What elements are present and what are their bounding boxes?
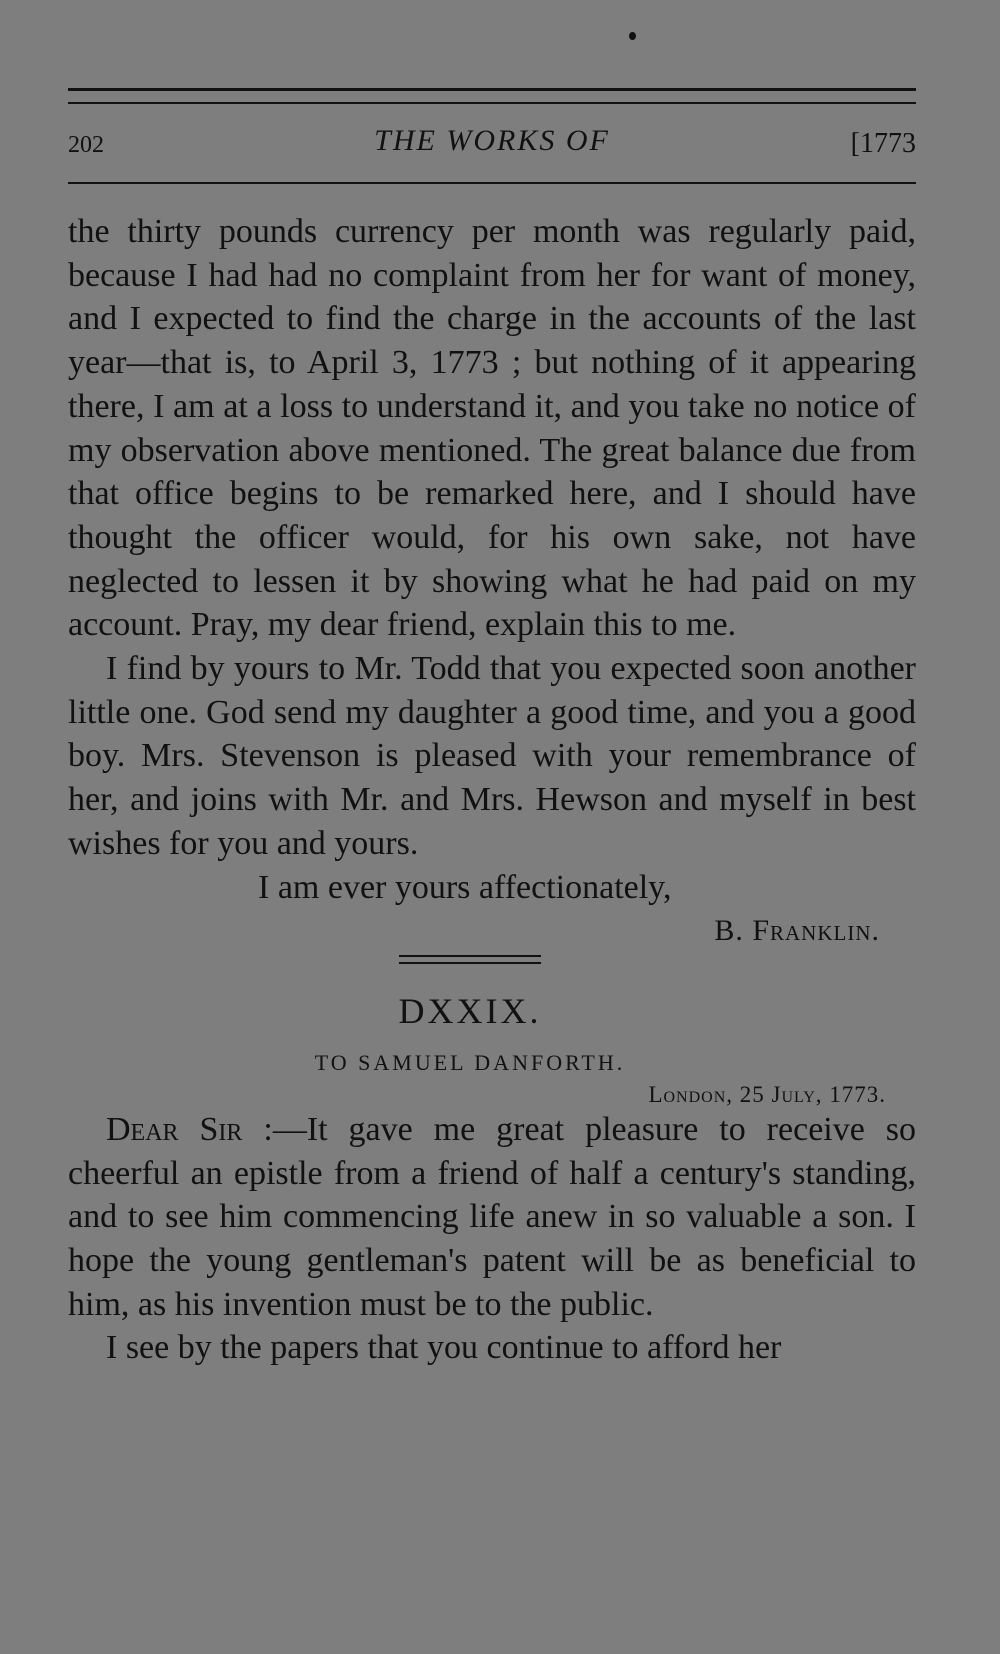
running-title: THE WORKS OF [374, 124, 610, 157]
section-divider [399, 955, 541, 964]
paragraph: the thirty pounds currency per month was regularly paid, because I had had no complaint from her for want of money, and I expected to find the charge in the accounts of the last year—that is, to April 3, 1773 ; but nothing of it appearing there, I am at a loss to understand it, and you take no notice of my observation above mentioned. The great balance due from that office begins to be remarked here, and I should have thought the officer would, for his own sake, not have neglected to lessen it by showing what he had paid on my account. Pray, my dear friend, explain this to me. [68, 213, 916, 644]
header-rule [68, 182, 916, 184]
header-year: [1773 [850, 128, 916, 159]
ink-speck [629, 32, 636, 40]
running-header [68, 124, 916, 164]
top-rule-thin [68, 102, 916, 104]
paragraph-text: :—It gave me great pleasure to receive so cheerful an epistle from a friend of half a century's standing, and to see him commencing life anew in so valuable a son. I hope the young gentleman's patent will be as beneficial to him, as his invention must be to the public. [68, 1110, 916, 1323]
salutation: Dear Sir [106, 1110, 243, 1148]
letter-number: DXXIX. [398, 990, 542, 1031]
page-number: 202 [68, 132, 104, 158]
letter-dateline: London, 25 July, 1773. [648, 1081, 886, 1107]
top-rule [68, 88, 916, 91]
page-body [68, 210, 916, 1370]
paragraph: I see by the papers that you continue to afford her [106, 1329, 782, 1367]
paragraph [68, 1108, 916, 1327]
paragraph: I find by yours to Mr. Todd that you expected soon another little one. God send my daughter a good time, and you a good boy. Mrs. Stevenson is pleased with your remembrance of her, and joins with Mr. and Mrs. Hewson and myself in best wishes for you and yours. [68, 650, 916, 862]
letter-recipient: TO SAMUEL DANFORTH. [314, 1049, 626, 1075]
signature: B. Franklin. [714, 914, 880, 948]
letter-closing: I am ever yours affectionately, [258, 868, 672, 906]
